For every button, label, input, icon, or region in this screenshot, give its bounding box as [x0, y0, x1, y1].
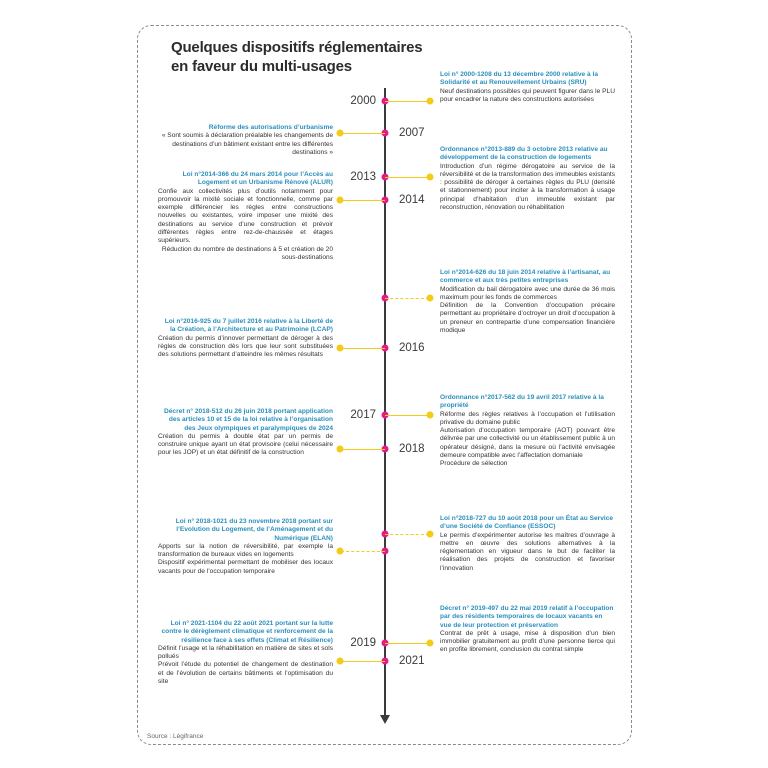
entry-body: Confie aux collectivités plus d’outils notamment pour promouvoir la mixité sociale et fonctionnelle, comme par exemple différencier les règles entre constructions nouvelles ou existantes, voire imposer une mixité des destinations au service d’une construction et prévoir différentes règles entre rez-de-chaussée et étages supérieurs.: [158, 187, 333, 245]
timeline-arrow-icon: [380, 715, 390, 724]
event-dot-lcap: [337, 345, 344, 352]
entry-body: Le permis d’expérimenter autorise les maîtres d’ouvrage à mettre en œuvre des solutions alternatives à la réglementation en vigueur dans le but de faciliter la réalisation des projets de construction et favoriser l’innovation: [440, 531, 615, 572]
timeline-axis: [384, 88, 386, 720]
event-dot-jop: [337, 446, 344, 453]
connector-jop: [341, 449, 385, 450]
entry-heading: Décret n° 2019-497 du 22 mai 2019 relatif à l’occupation par des résidents temporaires de locaux vacants en vue de leur protection et préservation: [440, 605, 614, 629]
event-dot-artisanat: [427, 295, 434, 302]
entry-body: Dispositif expérimental permettant de mobiliser des locaux vacants pour de l’occupation temporaire: [158, 559, 333, 575]
event-dot-decret2019: [427, 640, 434, 647]
entry-body: Création du permis à double état par un permis de construire unique ayant un état provisoire (celui nécessaire pour les JOP) et un état définitif de la construction: [158, 432, 333, 457]
entry-sru: [440, 71, 615, 104]
entry-body: Apports sur la notion de réversibilité, par exemple la transformation de bureaux vides en logements: [158, 542, 333, 559]
source-note: Source : Légifrance: [147, 733, 204, 740]
entry-body: Prévoit l’étude du potentiel de changement de destination et de l’évolution de certains bâtiments et l’optimisation du site: [158, 661, 333, 686]
year-2017: 2017: [350, 409, 376, 421]
entry-body: Création du permis d’innover permettant de déroger à des règles de construction dès lors que leur sont substituées des solutions permettant d’atteindre les mêmes résultats: [158, 334, 333, 359]
event-dot-climat: [337, 658, 344, 665]
event-dot-elan: [337, 548, 344, 555]
year-2013: 2013: [350, 171, 376, 183]
entry-heading: Loi n°2016-925 du 7 juillet 2016 relative à la Liberté de la Création, à l’Architecture et au Patrimoine (LCAP): [164, 318, 333, 334]
year-2014: 2014: [399, 194, 425, 206]
entry-body: Réduction du nombre de destinations à 5 et création de 20 sous-destinations: [161, 245, 333, 261]
entry-artisanat: [440, 269, 615, 335]
year-2021: 2021: [399, 655, 425, 667]
year-2019: 2019: [350, 637, 376, 649]
connector-decret2019: [385, 643, 429, 644]
year-2016: 2016: [399, 342, 425, 354]
connector-lcap: [341, 348, 385, 349]
event-dot-essoc: [427, 531, 434, 538]
event-dot-ord2013: [427, 174, 434, 181]
entry-heading: Loi n°2018-727 du 10 août 2018 pour un État au Service d’une Société de Confiance (ESSOC): [440, 515, 614, 531]
entry-body: « Sont soumis à déclaration préalable les changements de destinations d’un bâtiment existant entre les différentes destinations »: [161, 132, 333, 156]
event-dot-sru: [427, 98, 434, 105]
entry-heading: Loi n°2014-626 du 18 juin 2014 relative à l’artisanat, au commerce et aux très petites entreprises: [440, 269, 611, 285]
event-dot-ord2017: [427, 412, 434, 419]
entry-body: Procédure de sélection: [440, 460, 508, 468]
entry-climat: [158, 620, 333, 686]
connector-elan: [341, 551, 385, 552]
connector-reforme: [341, 133, 385, 134]
entry-body: Autorisation d’occupation temporaire (AOT) pouvant être délivrée par une collectivité ou un établissement public à un opérateur désigné, dans la mesure où l’activité envisagée demeure compatible avec l’affectation domaniale: [440, 427, 615, 460]
connector-ord2017: [385, 415, 429, 416]
entry-heading: Loi n° 2021-1104 du 22 août 2021 portant sur la lutte contre le dérèglement climatique et renforcement de la résilience face à ses effets (Climat et Résilience): [161, 620, 333, 644]
connector-alur: [341, 200, 385, 201]
entry-body: Neuf destinations possibles qui peuvent figurer dans le PLU pour encadrer la nature des constructions autorisées: [440, 87, 615, 103]
event-dot-alur: [337, 197, 344, 204]
entry-decret2019: [440, 605, 615, 655]
entry-heading: Réforme des autorisations d’urbanisme: [208, 124, 333, 131]
entry-elan: [158, 518, 333, 576]
entry-jop: [158, 408, 333, 458]
entry-body: Introduction d’un régime dérogatoire au service de la réversibilité et de la transformation des immeubles existants : possibilité de déroger à certaines règles du PLU (densité et stationnement) pour inciter à la transformation à usage principal d’habitation d’un immeuble existant par reconstruction, rénovation ou réhabilitation: [440, 162, 615, 212]
year-2018: 2018: [399, 443, 425, 455]
entry-body: Modification du bail dérogatoire avec une durée de 36 mois maximum pour les fonds de commerces: [440, 285, 615, 301]
entry-heading: Ordonnance n°2013-889 du 3 octobre 2013 relative au développement de la construction de logements: [440, 146, 608, 162]
entry-heading: Loi n°2014-366 du 24 mars 2014 pour l’Accès au Logement et un Urbanisme Rénové (ALUR): [182, 171, 333, 187]
entry-heading: Loi n° 2000-1208 du 13 décembre 2000 relative à la Solidarité et au Renouvellement Urbains (SRU): [440, 71, 599, 87]
entry-body: Réforme des règles relatives à l’occupation et l’utilisation privative du domaine public: [440, 410, 615, 426]
connector-ord2013: [385, 177, 429, 178]
connector-climat: [341, 661, 385, 662]
page-title: Quelques dispositifs réglementaires en faveur du multi-usages: [171, 39, 423, 75]
entry-lcap: [158, 318, 333, 359]
event-dot-reforme: [337, 130, 344, 137]
entry-essoc: [440, 515, 615, 573]
entry-ord2017: [440, 394, 615, 469]
entry-heading: Décret n° 2018-512 du 26 juin 2018 portant application des articles 10 et 15 de la loi relative à l’organisation des Jeux olympiques et paralympiques de 2024: [163, 408, 333, 432]
entry-ord2013: [440, 146, 615, 212]
connector-essoc: [385, 534, 429, 535]
entry-body: Contrat de prêt à usage, mise à disposition d’un bien immobilier gratuitement au profit d’une personne tierce qui en profite librement, conclusion du contrat simple: [440, 629, 615, 654]
entry-heading: Loi n° 2018-1021 du 23 novembre 2018 portant sur l’Evolution du Logement, de l’Aménagement et du Numérique (ELAN): [175, 518, 333, 542]
year-2000: 2000: [350, 95, 376, 107]
entry-heading: Ordonnance n°2017-562 du 19 avril 2017 relative à la propriété: [440, 394, 604, 410]
connector-sru: [385, 101, 429, 102]
year-2007: 2007: [399, 127, 425, 139]
entry-body: Définition de la Convention d’occupation précaire permettant au propriétaire d’octroyer un droit d’occupation à un preneur en contrepartie d’une compensation financière modique: [440, 302, 615, 335]
entry-reforme: [158, 124, 333, 157]
connector-artisanat: [385, 298, 429, 299]
entry-body: Définit l’usage et la réhabilitation en matière de sites et sols pollués: [158, 644, 333, 661]
entry-alur: [158, 171, 333, 262]
